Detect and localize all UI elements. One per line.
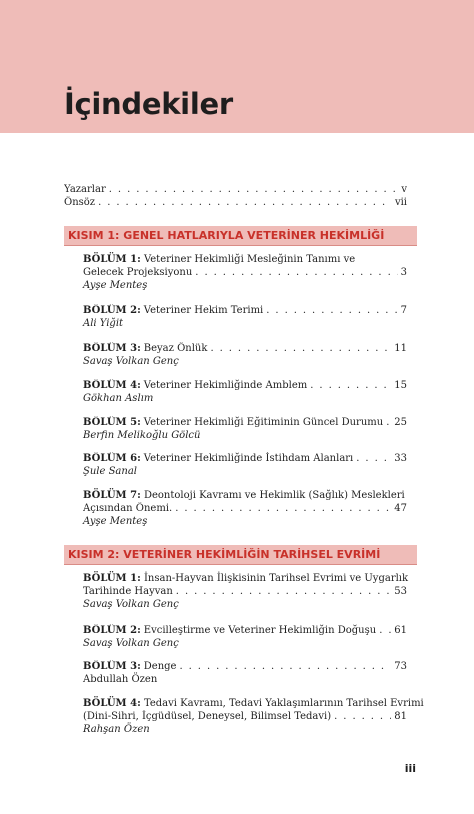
chapter-author: Abdullah Özen	[83, 674, 158, 685]
chapter-author: Ayşe Menteş	[83, 516, 148, 527]
dot-leader	[356, 452, 391, 465]
dot-leader	[379, 624, 391, 637]
chapter-prefix: BÖLÜM 2:	[83, 625, 141, 636]
chapter-entry[interactable]	[83, 379, 407, 405]
chapter-entry[interactable]	[83, 697, 424, 736]
chapter-prefix: BÖLÜM 4:	[83, 380, 141, 391]
dot-leader	[195, 266, 397, 279]
chapter-author: Ayşe Menteş	[83, 280, 148, 291]
chapter-title-line1: Deontoloji Kavramı ve Hekimlik (Sağlık) Meslekleri	[143, 490, 405, 501]
chapter-title-line1: Veteriner Hekimliği Mesleğinin Tanımı ve	[143, 254, 356, 265]
toc-row-yazarlar[interactable]	[64, 183, 407, 196]
page-number: iii	[404, 762, 416, 775]
chapter-page: 33	[394, 453, 407, 464]
toc-row-onsoz[interactable]	[64, 196, 407, 209]
chapter-page: 25	[394, 417, 407, 428]
chapter-prefix: BÖLÜM 3:	[83, 343, 141, 354]
dot-leader	[266, 304, 397, 317]
chapter-prefix: BÖLÜM 1:	[83, 573, 141, 584]
chapter-prefix: BÖLÜM 3:	[83, 661, 141, 672]
chapter-author: Berfin Melikoğlu Gölcü	[83, 430, 201, 441]
chapter-author: Ali Yiğit	[83, 318, 124, 329]
chapter-entry[interactable]	[83, 660, 407, 686]
chapter-title: Evcilleştirme ve Veteriner Hekimliğin Doğuşu	[143, 625, 377, 636]
chapter-page: 81	[394, 711, 407, 722]
chapter-title: Veteriner Hekim Terimi	[143, 305, 264, 316]
chapter-title: Veteriner Hekimliği Eğitiminin Güncel Durumu	[143, 417, 384, 428]
dot-leader	[179, 660, 391, 673]
chapter-title: Veteriner Hekimliğinde Amblem	[143, 380, 308, 391]
chapter-entry[interactable]	[83, 489, 407, 528]
chapter-prefix: BÖLÜM 4:	[83, 698, 141, 709]
chapter-prefix: BÖLÜM 5:	[83, 417, 141, 428]
chapter-prefix: BÖLÜM 6:	[83, 453, 141, 464]
chapter-title: Denge	[143, 661, 177, 672]
chapter-title-line2: Açısından Önemi.	[83, 503, 173, 514]
chapter-author: Savaş Volkan Genç	[83, 599, 179, 610]
front-matter-list	[64, 183, 407, 209]
chapter-title-line2: Tarihinde Hayvan	[83, 586, 173, 597]
chapter-page: 53	[394, 586, 407, 597]
dot-leader	[210, 342, 391, 355]
part-heading-2: KISIM 2: VETERİNER HEKİMLİĞİN TARİHSEL EVRİMİ	[64, 545, 417, 565]
chapter-author: Savaş Volkan Genç	[83, 638, 179, 649]
toc-page: vii	[394, 197, 407, 208]
chapter-page: 11	[394, 343, 407, 354]
dot-leader	[176, 585, 391, 598]
chapter-page: 47	[394, 503, 407, 514]
chapter-entry[interactable]	[83, 416, 407, 442]
chapter-title-line2: (Dini-Sihri, İçgüdüsel, Deneysel, Bilimsel Tedavi)	[83, 711, 332, 722]
chapter-prefix: BÖLÜM 1:	[83, 254, 141, 265]
chapter-entry[interactable]	[83, 452, 407, 478]
page-title: İçindekiler	[64, 87, 233, 121]
dot-leader	[109, 183, 399, 196]
chapter-page: 73	[394, 661, 407, 672]
dot-leader	[175, 502, 391, 515]
chapter-title: Beyaz Önlük	[143, 343, 208, 354]
chapter-title: Veteriner Hekimliğinde İstihdam Alanları	[143, 453, 354, 464]
toc-page: v	[401, 184, 407, 195]
chapter-prefix: BÖLÜM 2:	[83, 305, 141, 316]
chapter-page: 7	[400, 305, 407, 316]
chapter-author: Rahşan Özen	[83, 724, 150, 735]
chapter-author: Şule Sanal	[83, 466, 137, 477]
chapter-author: Savaş Volkan Genç	[83, 356, 179, 367]
chapter-title-line1: Tedavi Kavramı, Tedavi Yaklaşımlarının Tarihsel Evrimi	[143, 698, 424, 709]
chapter-page: 61	[394, 625, 407, 636]
chapter-page: 15	[394, 380, 407, 391]
dot-leader	[386, 416, 391, 429]
chapter-entry[interactable]	[83, 304, 407, 330]
toc-label: Önsöz	[64, 197, 96, 208]
toc-label: Yazarlar	[64, 184, 106, 195]
chapter-title-line2: Gelecek Projeksiyonu	[83, 267, 193, 278]
chapter-entry[interactable]	[83, 342, 407, 368]
chapter-entry[interactable]	[83, 572, 407, 611]
chapter-entry[interactable]	[83, 253, 407, 292]
dot-leader	[334, 710, 391, 723]
chapter-prefix: BÖLÜM 7:	[83, 490, 141, 501]
chapter-page: 3	[400, 267, 407, 278]
dot-leader	[310, 379, 391, 392]
chapter-title-line1: İnsan-Hayvan İlişkisinin Tarihsel Evrimi ve Uygarlık	[143, 573, 409, 584]
chapter-entry[interactable]	[83, 624, 407, 650]
part-heading-1: KISIM 1: GENEL HATLARIYLA VETERİNER HEKİMLİĞİ	[64, 226, 417, 246]
dot-leader	[98, 196, 392, 209]
chapter-author: Gökhan Aslım	[83, 393, 154, 404]
